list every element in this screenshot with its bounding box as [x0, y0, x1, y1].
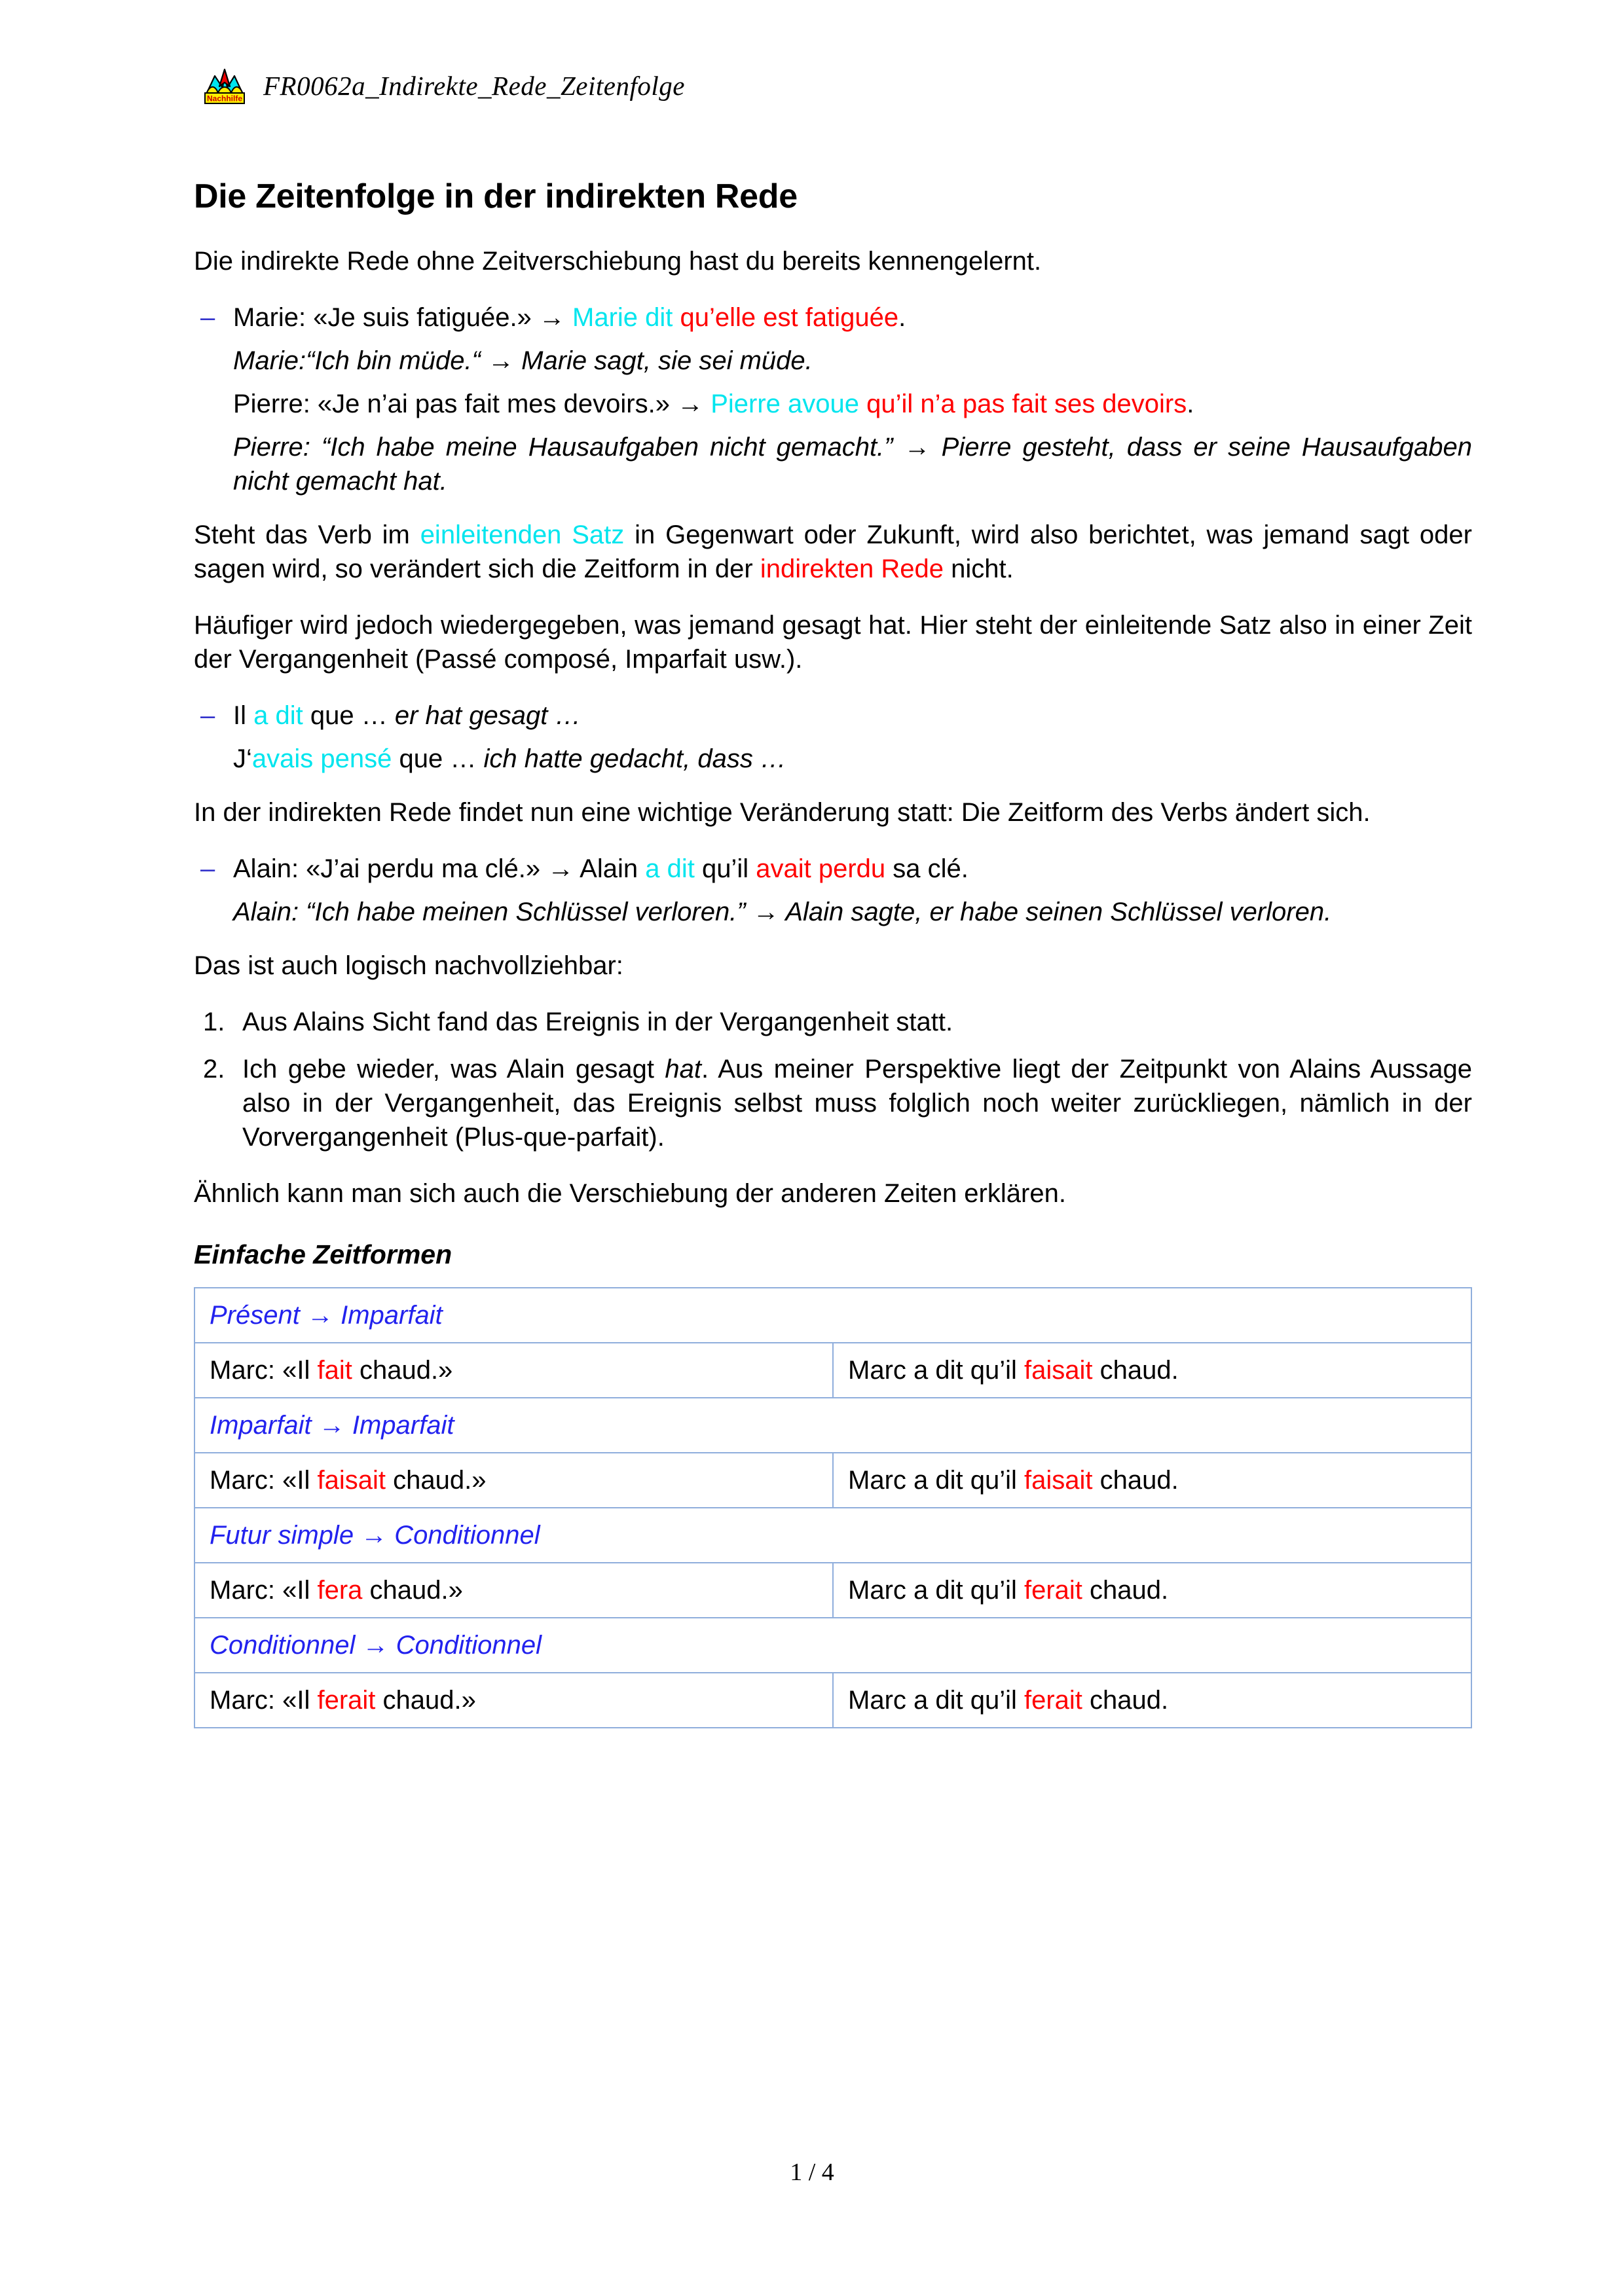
text-black-mid: qu’il: [694, 854, 756, 884]
table-group-header: Conditionnel → Conditionnel: [194, 1618, 1471, 1673]
page-number: 1 / 4: [790, 2159, 834, 2186]
example-1-line-3: [233, 387, 1472, 421]
table-cell-direct-speech: [194, 1453, 833, 1508]
text-red: faisait: [317, 1466, 386, 1495]
text-red: qu’il n’a pas fait ses devoirs: [859, 390, 1187, 419]
table-cell-indirect-speech: [833, 1343, 1471, 1398]
table-row: [194, 1343, 1471, 1398]
text-black: Marc a dit qu’il: [848, 1356, 1024, 1385]
intro-paragraph: Die indirekte Rede ohne Zeitverschiebung hast du bereits kennengelernt.: [194, 247, 1042, 276]
example-2-line-1: [194, 699, 1472, 733]
svg-text:Nachhilfe: Nachhilfe: [206, 94, 243, 103]
table-cell-direct-speech: [194, 1343, 833, 1398]
text-black-tail: chaud.: [1082, 1576, 1169, 1605]
table-header-row: [194, 1508, 1471, 1563]
text-cyan: Pierre avoue: [710, 390, 859, 419]
text-red: faisait: [1024, 1356, 1093, 1385]
text-black-tail: chaud.: [1092, 1466, 1179, 1495]
text-black-mid: que …: [392, 744, 484, 774]
text-italic: ich hatte gedacht, dass …: [483, 744, 786, 774]
text-black: Marc: «Il: [210, 1686, 318, 1715]
example-1-line-1: [194, 301, 1472, 335]
text-cyan: a dit: [645, 854, 695, 884]
example-1-line-2: Marie:“Ich bin müde.“ → Marie sagt, sie sei müde.: [233, 346, 813, 376]
document-header: [203, 67, 685, 105]
page-footer: [0, 2158, 1624, 2187]
text-black: J‘: [233, 744, 252, 774]
page-title: Die Zeitenfolge in der indirekten Rede: [194, 177, 798, 215]
text-red: indirekten Rede: [760, 555, 944, 584]
table-row: [194, 1563, 1471, 1618]
text-black: Alain: «J’ai perdu ma clé.» → Alain: [233, 854, 646, 884]
paragraph-in-der-indirekten-rede: In der indirekten Rede findet nun eine wichtige Veränderung statt: Die Zeitform des Verbs ändert sich.: [194, 798, 1371, 828]
table-cell-direct-speech: [194, 1673, 833, 1728]
text-red: ferait: [1024, 1686, 1082, 1715]
table-cell-indirect-speech: [833, 1563, 1471, 1618]
table-cell-direct-speech: [194, 1563, 833, 1618]
list-item-text-pre: Ich gebe wieder, was Alain gesagt: [242, 1055, 665, 1084]
paragraph-haeufiger: Häufiger wird jedoch wiedergegeben, was jemand gesagt hat. Hier steht der einleitende Satz also in einer Zeit der Vergangenheit (Passé composé, Imparfait usw.).: [194, 611, 1472, 674]
table-header-row: [194, 1618, 1471, 1673]
text-black: Marc a dit qu’il: [848, 1576, 1024, 1605]
text-black: Pierre: «Je n’ai pas fait mes devoirs.» →: [233, 390, 711, 419]
table-cell-indirect-speech: [833, 1453, 1471, 1508]
text-black: Marc: «Il: [210, 1576, 318, 1605]
text-black-tail: nicht.: [944, 555, 1014, 584]
list-item-text-post: . Aus meiner Perspektive liegt der Zeitpunkt von Alains Aussage also in der Vergangenheit, das Ereignis selbst muss folglich noch weiter zurückliegen, nämlich in der Vorvergangenheit (Plus-que-parfait).: [242, 1055, 1472, 1152]
nachhilfe-mountain-logo-icon: [203, 67, 246, 105]
text-black-tail: chaud.: [1082, 1686, 1169, 1715]
text-black: Marc a dit qu’il: [848, 1466, 1024, 1495]
text-black-tail: .: [1187, 390, 1194, 419]
zeitformen-table: [194, 1287, 1472, 1728]
dash-bullet-icon: –: [200, 303, 215, 333]
text-black-mid: in Gegenwart oder Zukunft, wird also berichtet, was jemand sagt oder sagen wird, so verändert sich die Zeitform in der: [194, 520, 1472, 584]
example-2-line-1-text: [233, 699, 1472, 733]
text-black-tail: chaud.»: [362, 1576, 463, 1605]
table-header-row: [194, 1288, 1471, 1343]
example-block-1: [194, 301, 1472, 498]
text-black-tail: .: [898, 303, 906, 333]
list-item: [194, 1005, 1472, 1039]
table-group-header: Futur simple → Conditionnel: [194, 1508, 1471, 1563]
text-black: Marie: «Je suis fatiguée.» →: [233, 303, 573, 333]
list-item-text: Aus Alains Sicht fand das Ereignis in der Vergangenheit statt.: [242, 1008, 953, 1037]
example-1-line-1-text: [233, 301, 1472, 335]
list-item: [194, 1052, 1472, 1154]
numbered-list: [194, 1005, 1472, 1154]
text-red: ferait: [1024, 1576, 1082, 1605]
text-black-tail: sa clé.: [885, 854, 969, 884]
example-3-line-1: [194, 852, 1472, 886]
dash-bullet-icon: –: [200, 854, 215, 884]
text-black: Marc: «Il: [210, 1356, 318, 1385]
text-red: fera: [317, 1576, 363, 1605]
table-group-header: Présent → Imparfait: [194, 1288, 1471, 1343]
text-red: fait: [317, 1356, 352, 1385]
table-row: [194, 1673, 1471, 1728]
text-black-tail: chaud.»: [352, 1356, 453, 1385]
example-1-line-4: Pierre: “Ich habe meine Hausaufgaben nicht gemacht.” → Pierre gesteht, dass er seine Hausaufgaben nicht gemacht hat.: [233, 433, 1472, 496]
text-cyan: Marie dit: [572, 303, 673, 333]
text-black: Steht das Verb im: [194, 520, 420, 550]
text-red: ferait: [317, 1686, 376, 1715]
text-italic: hat: [665, 1055, 701, 1084]
text-black-tail: chaud.»: [385, 1466, 487, 1495]
text-black: Marc: «Il: [210, 1466, 318, 1495]
dash-bullet-icon: –: [200, 701, 215, 731]
paragraph-logisch: Das ist auch logisch nachvollziehbar:: [194, 951, 623, 981]
example-block-3: [194, 852, 1472, 929]
text-black-tail: chaud.: [1092, 1356, 1179, 1385]
paragraph-steht-das-verb: [194, 518, 1472, 586]
table-row: [194, 1453, 1471, 1508]
document-content: [194, 178, 1472, 1728]
section-heading-einfache-zeitformen: Einfache Zeitformen: [194, 1239, 452, 1270]
table-cell-indirect-speech: [833, 1673, 1471, 1728]
example-3-line-2: Alain: “Ich habe meinen Schlüssel verloren.” → Alain sagte, er habe seinen Schlüssel verloren.: [233, 898, 1332, 927]
text-cyan: einleitenden Satz: [420, 520, 625, 550]
text-black-tail: chaud.»: [375, 1686, 476, 1715]
text-cyan: avais pensé: [251, 744, 392, 774]
text-red: qu’elle est fatiguée: [673, 303, 899, 333]
text-black: Il: [233, 701, 254, 731]
text-black-mid: que …: [303, 701, 395, 731]
text-italic: er hat gesagt …: [394, 701, 581, 731]
header-document-title: FR0062a_Indirekte_Rede_Zeitenfolge: [263, 71, 685, 101]
text-red: avait perdu: [756, 854, 886, 884]
text-cyan: a dit: [253, 701, 303, 731]
example-2-line-2: [233, 742, 1472, 776]
text-black: Marc a dit qu’il: [848, 1686, 1024, 1715]
paragraph-aehnlich: Ähnlich kann man sich auch die Verschiebung der anderen Zeiten erklären.: [194, 1179, 1066, 1209]
table-header-row: [194, 1398, 1471, 1453]
table-group-header: Imparfait → Imparfait: [194, 1398, 1471, 1453]
example-block-2: [194, 699, 1472, 776]
example-3-line-1-text: [233, 852, 1472, 886]
text-red: faisait: [1024, 1466, 1093, 1495]
